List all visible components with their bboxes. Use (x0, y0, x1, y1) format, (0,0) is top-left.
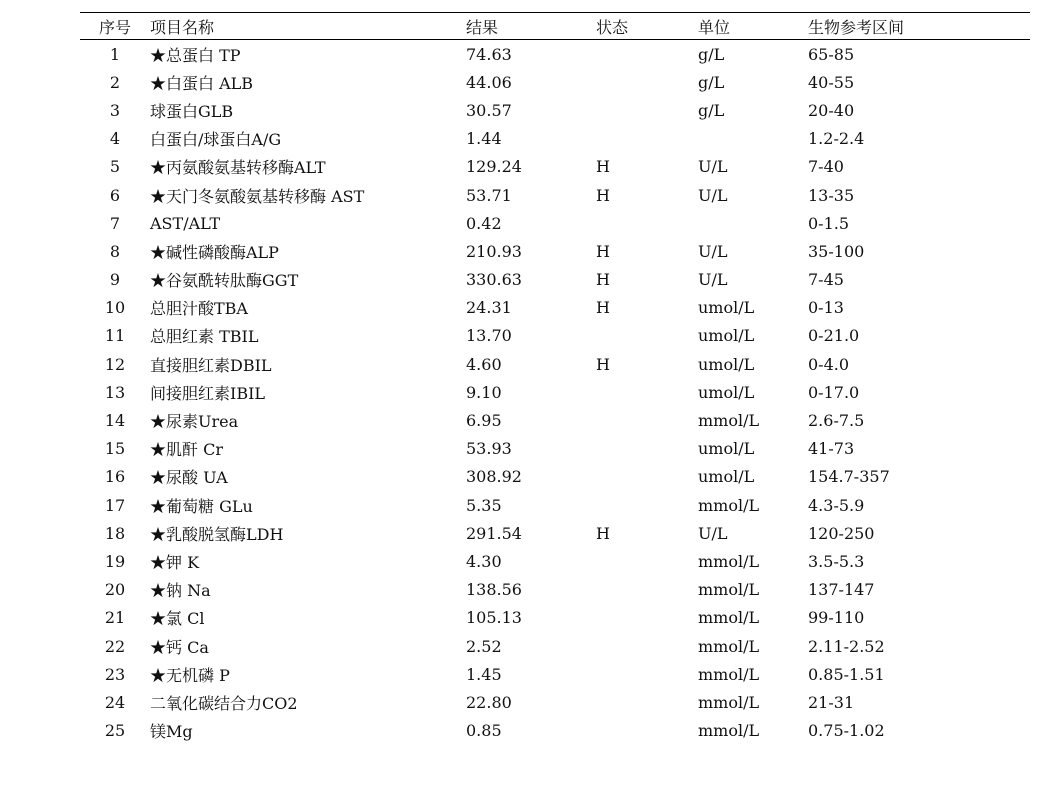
cell-reference: 99-110 (808, 608, 865, 628)
cell-reference: 0-21.0 (808, 326, 860, 346)
cell-result: 5.35 (466, 495, 502, 515)
cell-status (596, 40, 698, 69)
cell-unit: U/L (698, 523, 728, 543)
cell-name: ★钠 Na (150, 581, 211, 601)
cell-name: ★白蛋白 ALB (150, 73, 254, 93)
table-row (80, 40, 1030, 69)
cell-reference: 13-35 (808, 185, 855, 205)
cell-result: 9.10 (466, 382, 502, 402)
cell-unit (698, 125, 808, 153)
table-row (80, 350, 1030, 378)
table-row (80, 237, 1030, 265)
cell-name: ★丙氨酸氨基转移酶ALT (150, 158, 326, 178)
cell-seq: 11 (104, 326, 126, 346)
table-body (80, 40, 1030, 745)
cell-seq: 19 (104, 551, 126, 571)
cell-status (596, 604, 698, 632)
cell-unit: mmol/L (698, 608, 760, 628)
column-header-seq: 序号 (98, 17, 131, 37)
cell-name: ★氯 Cl (150, 609, 205, 629)
cell-name: AST/ALT (150, 213, 221, 233)
cell-unit: mmol/L (698, 580, 760, 600)
cell-status (596, 632, 698, 660)
cell-reference: 2.11-2.52 (808, 636, 885, 656)
table-row (80, 209, 1030, 237)
cell-status (596, 125, 698, 153)
cell-reference: 21-31 (808, 692, 855, 712)
cell-name: ★肌酐 Cr (150, 440, 223, 460)
cell-seq: 20 (104, 580, 126, 600)
cell-seq: 2 (109, 72, 121, 92)
column-header-reference: 生物参考区间 (808, 17, 905, 37)
cell-status: H (596, 241, 610, 261)
faint-watermark (670, 740, 1010, 780)
cell-reference: 0-1.5 (808, 213, 850, 233)
cell-result: 1.44 (466, 129, 502, 149)
cell-seq: 16 (104, 467, 126, 487)
cell-name: 镁Mg (150, 722, 193, 742)
cell-seq: 4 (109, 129, 121, 149)
cell-unit: mmol/L (698, 692, 760, 712)
table-row (80, 294, 1030, 322)
table-row (80, 547, 1030, 575)
cell-reference: 35-100 (808, 241, 865, 261)
table-row (80, 153, 1030, 181)
cell-unit: mmol/L (698, 664, 760, 684)
table-row (80, 406, 1030, 434)
cell-reference: 40-55 (808, 72, 855, 92)
table-row (80, 519, 1030, 547)
cell-status (596, 576, 698, 604)
cell-unit: umol/L (698, 326, 755, 346)
cell-unit: mmol/L (698, 636, 760, 656)
cell-unit: umol/L (698, 467, 755, 487)
cell-seq: 23 (104, 664, 126, 684)
cell-unit: mmol/L (698, 721, 760, 741)
cell-seq: 25 (104, 721, 126, 741)
cell-name: 间接胆红素IBIL (150, 383, 266, 403)
table-row (80, 604, 1030, 632)
cell-result: 138.56 (466, 580, 522, 600)
cell-unit: umol/L (698, 354, 755, 374)
column-header-status: 状态 (596, 17, 629, 37)
table-row (80, 68, 1030, 96)
cell-result: 74.63 (466, 44, 512, 64)
cell-result: 4.60 (466, 354, 502, 374)
cell-status: H (596, 354, 610, 374)
cell-name: ★总蛋白 TP (150, 45, 241, 65)
cell-name: ★谷氨酰转肽酶GGT (150, 271, 299, 291)
cell-result: 6.95 (466, 411, 502, 431)
cell-result: 105.13 (466, 608, 522, 628)
cell-unit: g/L (698, 72, 725, 92)
cell-status (596, 688, 698, 716)
cell-seq: 7 (109, 213, 121, 233)
cell-seq: 22 (104, 636, 126, 656)
cell-result: 129.24 (466, 157, 522, 177)
cell-result: 30.57 (466, 100, 512, 120)
cell-unit: mmol/L (698, 411, 760, 431)
cell-unit: mmol/L (698, 495, 760, 515)
cell-unit: g/L (698, 100, 725, 120)
cell-status (596, 406, 698, 434)
cell-seq: 8 (109, 241, 121, 261)
cell-seq: 18 (104, 523, 126, 543)
cell-result: 13.70 (466, 326, 512, 346)
cell-reference: 0-13 (808, 298, 844, 318)
cell-unit: mmol/L (698, 551, 760, 571)
table-row (80, 378, 1030, 406)
cell-reference: 0.75-1.02 (808, 721, 885, 741)
cell-status (596, 68, 698, 96)
cell-name: ★葡萄糖 GLu (150, 496, 253, 516)
cell-reference: 41-73 (808, 439, 855, 459)
cell-unit: U/L (698, 157, 728, 177)
cell-reference: 4.3-5.9 (808, 495, 865, 515)
cell-name: ★钙 Ca (150, 637, 209, 657)
cell-status (596, 491, 698, 519)
cell-name: 白蛋白/球蛋白A/G (150, 130, 282, 150)
cell-name: 直接胆红素DBIL (150, 355, 272, 375)
cell-unit: U/L (698, 185, 728, 205)
cell-seq: 24 (104, 692, 126, 712)
cell-result: 22.80 (466, 692, 512, 712)
cell-result: 330.63 (466, 270, 522, 290)
table-row (80, 576, 1030, 604)
cell-status (596, 547, 698, 575)
cell-result: 53.71 (466, 185, 512, 205)
cell-unit: umol/L (698, 382, 755, 402)
cell-reference: 65-85 (808, 44, 855, 64)
cell-unit: umol/L (698, 439, 755, 459)
cell-seq: 13 (104, 382, 126, 402)
cell-result: 291.54 (466, 523, 522, 543)
cell-seq: 9 (109, 270, 121, 290)
cell-seq: 6 (109, 185, 121, 205)
cell-name: ★碱性磷酸酶ALP (150, 242, 279, 262)
cell-seq: 10 (104, 298, 126, 318)
cell-status (596, 209, 698, 237)
cell-status (596, 435, 698, 463)
cell-reference: 3.5-5.3 (808, 551, 865, 571)
cell-name: ★乳酸脱氢酶LDH (150, 524, 284, 544)
cell-result: 0.85 (466, 721, 502, 741)
cell-status: H (596, 185, 610, 205)
cell-result: 53.93 (466, 439, 512, 459)
table-row (80, 632, 1030, 660)
cell-unit: g/L (698, 44, 725, 64)
cell-unit: U/L (698, 270, 728, 290)
table-row (80, 125, 1030, 153)
cell-name: ★天门冬氨酸氨基转移酶 AST (150, 186, 365, 206)
table-row (80, 688, 1030, 716)
cell-status (596, 463, 698, 491)
cell-reference: 1.2-2.4 (808, 129, 865, 149)
cell-name: 总胆汁酸TBA (150, 299, 248, 319)
cell-status (596, 322, 698, 350)
cell-reference: 0.85-1.51 (808, 664, 885, 684)
cell-status (596, 660, 698, 688)
table-row (80, 491, 1030, 519)
table-header-row (80, 13, 1030, 40)
table-row (80, 181, 1030, 209)
cell-name: 球蛋白GLB (150, 101, 234, 121)
cell-seq: 3 (109, 100, 121, 120)
cell-name: 二氧化碳结合力CO2 (150, 693, 298, 713)
cell-reference: 2.6-7.5 (808, 411, 865, 431)
cell-reference: 137-147 (808, 580, 875, 600)
cell-reference: 7-45 (808, 270, 844, 290)
cell-unit: umol/L (698, 298, 755, 318)
cell-seq: 12 (104, 354, 126, 374)
cell-reference: 20-40 (808, 100, 855, 120)
table-row (80, 435, 1030, 463)
cell-result: 308.92 (466, 467, 522, 487)
cell-seq: 1 (109, 44, 121, 64)
cell-result: 1.45 (466, 664, 502, 684)
cell-reference: 0-17.0 (808, 382, 860, 402)
table-row (80, 660, 1030, 688)
cell-status (596, 378, 698, 406)
cell-reference: 0-4.0 (808, 354, 850, 374)
table-row (80, 322, 1030, 350)
cell-name: 总胆红素 TBIL (150, 327, 259, 347)
cell-name: ★尿酸 UA (150, 468, 228, 488)
cell-seq: 17 (104, 495, 126, 515)
cell-result: 4.30 (466, 551, 502, 571)
cell-status: H (596, 523, 610, 543)
cell-result: 2.52 (466, 636, 502, 656)
cell-reference: 7-40 (808, 157, 844, 177)
cell-result: 210.93 (466, 241, 522, 261)
cell-status: H (596, 157, 610, 177)
table-row (80, 96, 1030, 124)
table-row (80, 463, 1030, 491)
cell-unit: U/L (698, 241, 728, 261)
cell-name: ★无机磷 P (150, 665, 230, 685)
cell-unit (698, 209, 808, 237)
cell-seq: 15 (104, 439, 126, 459)
cell-name: ★钾 K (150, 552, 200, 572)
cut-off-header-line (80, 0, 1030, 5)
column-header-unit: 单位 (698, 17, 731, 37)
cell-seq: 5 (109, 157, 121, 177)
table-row (80, 266, 1030, 294)
lab-results-table (80, 12, 1030, 745)
cell-status (596, 96, 698, 124)
cell-result: 0.42 (466, 213, 502, 233)
cell-status: H (596, 270, 610, 290)
cell-seq: 21 (104, 608, 126, 628)
cell-seq: 14 (104, 411, 126, 431)
column-header-result: 结果 (466, 17, 499, 37)
cell-status: H (596, 298, 610, 318)
cell-reference: 120-250 (808, 523, 875, 543)
column-header-name: 项目名称 (150, 17, 215, 37)
cell-name: ★尿素Urea (150, 412, 239, 432)
cell-result: 44.06 (466, 72, 512, 92)
cell-result: 24.31 (466, 298, 512, 318)
cell-reference: 154.7-357 (808, 467, 890, 487)
